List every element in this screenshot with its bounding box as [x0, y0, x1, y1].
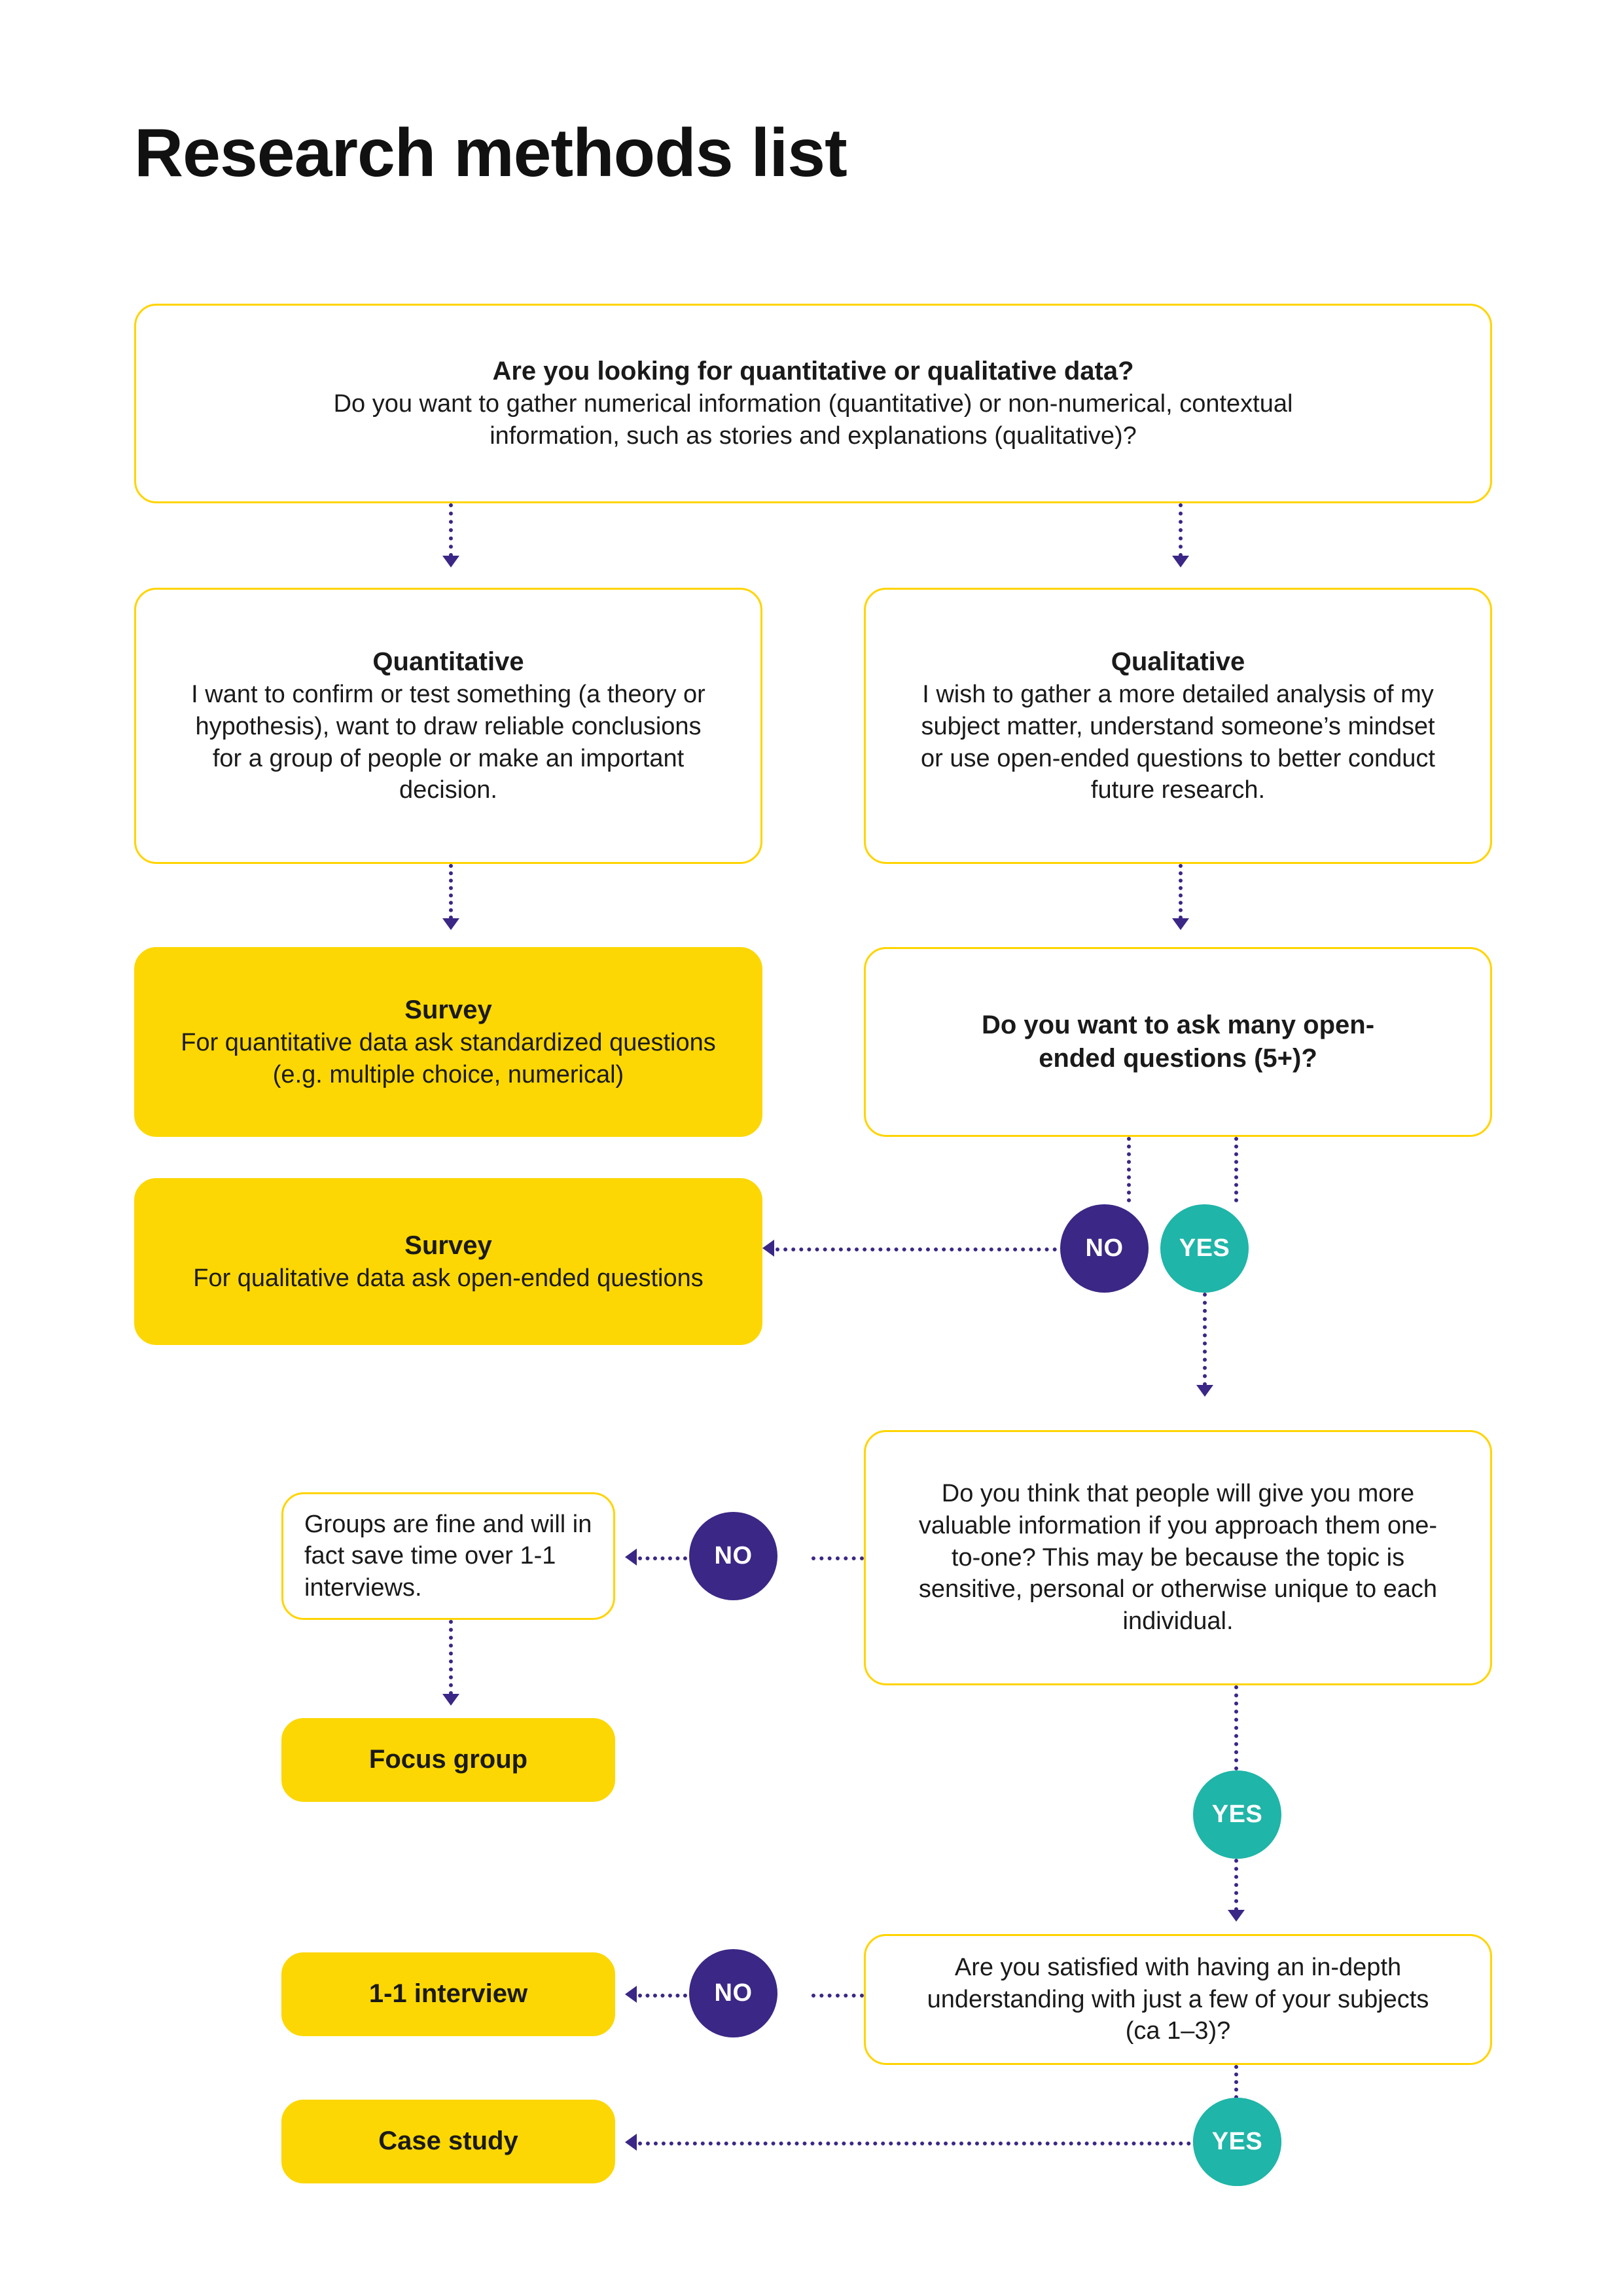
connector-no-to-groups-note: [638, 1556, 687, 1560]
arrow-root-to-quantitative: [442, 556, 459, 567]
node-survey-qualitative: [134, 1178, 762, 1345]
node-survey-quantitative: [134, 947, 762, 1137]
branch-circle-one-to-one-no: [689, 1512, 777, 1600]
focus-group-title: Focus group: [368, 1745, 528, 1774]
branch-label-in-depth-yes: YES: [1211, 2128, 1263, 2155]
arrow-no-to-survey-qualitative: [762, 1240, 774, 1257]
quantitative-title: Quantitative: [372, 647, 524, 677]
connector-no-to-interview: [638, 1994, 687, 1998]
connector-groups-note-to-focus-group: [449, 1620, 453, 1695]
qualitative-title: Qualitative: [1111, 647, 1245, 677]
connector-root-to-qualitative: [1179, 503, 1183, 557]
connector-one-to-one-to-yes: [1234, 1685, 1238, 1770]
arrow-quantitative-to-survey: [442, 918, 459, 930]
branch-label-one-to-one-no: NO: [714, 1542, 753, 1570]
root-question-title: Are you looking for quantitative or qualitative data?: [492, 357, 1134, 386]
survey-quant-body: For quantitative data ask standardized questions (e.g. multiple choice, numerical): [181, 1028, 716, 1088]
node-groups-note: [281, 1492, 615, 1620]
open-ended-question-title: Do you want to ask many open-ended questions (5+)?: [981, 1010, 1375, 1073]
connector-in-depth-to-no: [812, 1994, 864, 1998]
connector-one-to-one-to-no: [812, 1556, 864, 1560]
branch-label-open-ended-yes: YES: [1179, 1234, 1230, 1262]
connector-yes-to-in-depth: [1234, 1859, 1238, 1911]
branch-label-one-to-one-yes: YES: [1211, 1801, 1263, 1828]
node-quantitative: [134, 588, 762, 864]
branch-label-in-depth-no: NO: [714, 1979, 753, 2007]
node-in-depth-question: [864, 1934, 1492, 2065]
connector-no-to-survey-qualitative: [776, 1247, 1057, 1251]
node-open-ended-question: [864, 947, 1492, 1137]
qualitative-body: I wish to gather a more detailed analysis of my subject matter, understand someone’s mindset or use open-ended questions to better conduct future research.: [921, 681, 1435, 804]
page-title: Research methods list: [134, 115, 847, 191]
connector-root-to-quantitative: [449, 503, 453, 557]
branch-circle-in-depth-yes-label-holder: [1193, 2098, 1281, 2186]
branch-circle-open-ended-no: [1060, 1204, 1149, 1293]
arrow-yes-to-in-depth: [1228, 1910, 1245, 1922]
connector-yes-to-one-to-one: [1203, 1293, 1207, 1386]
branch-circle-open-ended-yes: [1160, 1204, 1249, 1293]
branch-circle-in-depth-no: [689, 1949, 777, 2037]
branch-circle-one-to-one-yes: [1193, 1770, 1281, 1859]
connector-qualitative-to-open-ended: [1179, 864, 1183, 920]
one-to-one-question-body: Do you think that people will give you more valuable information if you approach them one-to-one? This may be because the topic is sensitive, personal or otherwise unique to each individual.: [918, 1480, 1438, 1635]
survey-quant-title: Survey: [404, 995, 492, 1024]
connector-open-ended-to-yes: [1234, 1137, 1238, 1202]
case-study-title: Case study: [378, 2126, 518, 2156]
node-qualitative: [864, 588, 1492, 864]
connector-quantitative-to-survey: [449, 864, 453, 920]
branch-label-open-ended-no: NO: [1085, 1234, 1124, 1262]
arrow-root-to-qualitative: [1172, 556, 1189, 567]
quantitative-body: I want to confirm or test something (a theory or hypothesis), want to draw reliable conclusions for a group of people or make an important decision.: [191, 681, 705, 804]
interview-title: 1-1 interview: [368, 1979, 528, 2009]
arrow-qualitative-to-open-ended: [1172, 918, 1189, 930]
arrow-groups-note-to-focus-group: [442, 1694, 459, 1706]
groups-note-body: Groups are fine and will in fact save time over 1-1 interviews.: [304, 1510, 592, 1602]
arrow-yes-to-case-study: [625, 2134, 637, 2151]
arrow-no-to-groups-note: [625, 1549, 637, 1566]
root-question-body: Do you want to gather numerical information (quantitative) or non-numerical, contextual information, such as stories and explanations (qualitative)?: [333, 390, 1293, 450]
node-case-study: [281, 2100, 615, 2183]
survey-qual-title: Survey: [404, 1230, 492, 1260]
arrow-no-to-interview: [625, 1986, 637, 2003]
connector-open-ended-to-no: [1127, 1137, 1131, 1202]
node-one-to-one-question: [864, 1430, 1492, 1685]
arrow-yes-to-one-to-one: [1196, 1385, 1213, 1397]
connector-yes-to-case-study: [638, 2142, 1191, 2145]
node-interview: [281, 1952, 615, 2036]
node-focus-group: [281, 1718, 615, 1802]
survey-qual-body: For qualitative data ask open-ended questions: [193, 1264, 704, 1292]
node-root-question: [134, 304, 1492, 503]
in-depth-question-body: Are you satisfied with having an in-depth understanding with just a few of your subjects (ca 1–3)?: [927, 1954, 1429, 2045]
